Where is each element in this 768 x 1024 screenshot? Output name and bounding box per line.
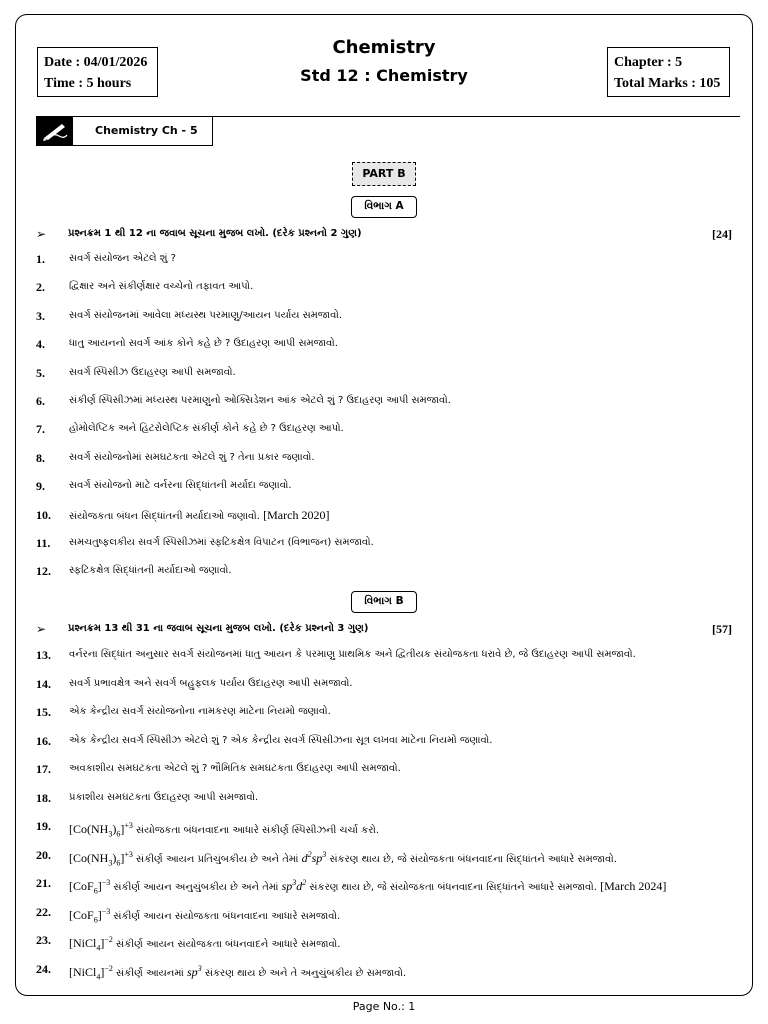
question-item <box>36 902 736 922</box>
question-number: 16. <box>36 733 51 748</box>
question-item <box>36 419 736 439</box>
question-text: $[Co(NH_3)_6]^{+3}$ સંકીર્ણ આયન પ્રતિચુંબકીય છે અને તેમાં $d^2sp^3$ સંકરણ થાય છે, જે સંયોજકતા બંધનવાદના સિદ્ધાંતને આધારે સમજાવો. <box>69 849 617 867</box>
question-text: $[CoF_6]^{-3}$ સંકીર્ણ આયન સંયોજકતા બંધનવાદના આધારે સમજાવો. <box>69 906 341 924</box>
chapter-tab <box>36 116 213 146</box>
hybridization-superscript: 3 <box>322 849 327 859</box>
chemical-formula: $[Co(NH_3)_6]^{+3}$ <box>69 821 133 839</box>
question-item <box>36 561 736 581</box>
formula-subscript: 6 <box>93 886 98 896</box>
question-text: સમચતુષ્ફલકીય સવર્ગ સ્પિસીઝમાં સ્ફટિકક્ષેત્ર વિપાટન (વિભાજન) સમજાવો. <box>69 537 374 548</box>
question-item <box>36 448 736 468</box>
chemical-formula: $[Co(NH_3)_6]^{+3}$ <box>69 849 133 867</box>
question-number: 7. <box>36 422 45 437</box>
question-number: 22. <box>36 904 51 919</box>
hybridization: $d^2sp^3$ <box>301 849 327 865</box>
question-item <box>36 674 736 694</box>
question-item <box>36 930 736 953</box>
question-item <box>36 702 736 722</box>
formula-subscript: 4 <box>96 971 101 981</box>
part-label: PART B <box>352 162 416 186</box>
chemical-formula: $[CoF_6]^{-3}$ <box>69 878 111 896</box>
question-item <box>36 788 736 808</box>
question-number: 24. <box>36 961 51 976</box>
chemical-formula: [NiCl$_4$]$^{-2}$ <box>69 963 113 981</box>
formula-subscript: 3 <box>108 829 113 839</box>
question-number: 2. <box>36 280 45 295</box>
hybridization: $sp^3$ <box>187 963 202 979</box>
question-item <box>36 505 736 525</box>
question-item <box>36 334 736 354</box>
exam-time: Time : 5 hours <box>44 76 132 91</box>
question-number: 17. <box>36 762 51 776</box>
question-number: 6. <box>36 394 45 408</box>
question-item <box>36 645 736 665</box>
question-number: 4. <box>36 337 45 352</box>
question-item <box>36 873 736 896</box>
total-marks: Total Marks : 105 <box>614 76 721 91</box>
exam-year-tag: [March 2024] <box>600 879 667 893</box>
question-text: $[Co(NH_3)_6]^{+3}$ સંયોજકતા બંધનવાદના આધારે સંકીર્ણ સ્પિસીઝની ચર્ચા કરો. <box>69 821 380 839</box>
question-item <box>36 306 736 326</box>
question-item <box>36 959 736 979</box>
exam-date: Date : 04/01/2026 <box>44 55 148 70</box>
formula-charge: −2 <box>104 935 113 944</box>
question-item <box>36 816 736 839</box>
page-number: Page No.: 1 <box>352 1000 416 1013</box>
formula-charge: +3 <box>124 849 133 859</box>
question-text: એક કેન્દ્રીય સવર્ગ સંયોજનોના નામકરણ માટેના નિયમો જણાવો. <box>69 706 331 717</box>
chapter-marks-box <box>607 47 730 97</box>
question-text: સવર્ગ પ્રભાવક્ષેત્ર અને સવર્ગ બહુફલક પર્યાય ઉદાહરણ આપી સમજાવો. <box>69 677 353 689</box>
question-text: પ્રકાશીય સમઘટકતા ઉદાહરણ આપી સમજાવો. <box>69 791 259 803</box>
section-marks: [24] <box>712 227 732 241</box>
hybridization: $sp^3d^2$ <box>281 878 307 893</box>
question-number: 5. <box>36 365 45 380</box>
question-item <box>36 533 736 553</box>
question-item <box>36 363 736 383</box>
formula-charge: −3 <box>101 878 111 887</box>
question-item <box>36 391 736 411</box>
formula-charge: −2 <box>104 963 113 973</box>
question-number: 12. <box>36 564 51 579</box>
question-number: 1. <box>36 252 45 266</box>
chapter-number: Chapter : 5 <box>614 55 683 70</box>
chemical-formula: [NiCl$_4$]$^{-2}$ <box>69 935 113 953</box>
formula-subscript: 6 <box>93 914 98 924</box>
date-time-box <box>37 47 158 97</box>
question-text: સંકીર્ણ સ્પિસીઝમાં મધ્યસ્થ પરમાણુનો ઓક્સિડેશન આંક એટલે શું ? ઉદાહરણ આપી સમજાવો. <box>69 395 451 406</box>
question-number: 15. <box>36 705 51 719</box>
question-text: સવર્ગ સંયોજનમાં આવેલા મધ્યસ્થ પરમાણુ/આયન પર્યાય સમજાવો. <box>69 309 343 321</box>
question-text: વર્નરના સિદ્ધાંત અનુસાર સવર્ગ સંયોજનમાં ધાતુ આયન કે પરમાણુ પ્રાથમિક અને દ્વિતીયક સંયોજકતા ધરાવે છે, જે ઉદાહરણ આપી સમજાવો. <box>69 649 636 660</box>
hybridization-superscript: 2 <box>302 878 307 887</box>
question-text: અવકાશીય સમઘટકતા એટલે શું ? ભૌમિતિક સમઘટકતા ઉદાહરણ આપી સમજાવો. <box>69 763 401 774</box>
question-number: 3. <box>36 308 45 323</box>
pen-writing-icon <box>37 117 73 145</box>
section-marks: [57] <box>712 622 732 636</box>
arrow-bullet-icon: ➢ <box>36 227 47 241</box>
question-number: 8. <box>36 450 45 465</box>
question-text: સ્ફટિકક્ષેત્ર સિદ્ધાંતની મર્યાદાઓ જણાવો. <box>69 565 232 577</box>
question-text: સવર્ગ સંયોજન એટલે શું ? <box>69 253 176 264</box>
question-text: એક કેન્દ્રીય સવર્ગ સ્પિસીઝ એટલે શું ? એક કેન્દ્રીય સવર્ગ સ્પિસીઝના સૂત્ર લખવા માટેના નિયમો જણાવો. <box>69 734 493 746</box>
question-item <box>36 249 736 269</box>
question-text: [NiCl$_4$]$^{-2}$ સંકીર્ણ આયનમાં $sp^3$ સંકરણ થાય છે અને તે અનુચુંબકીય છે સમજાવો. <box>69 963 407 981</box>
question-number: 10. <box>36 507 51 522</box>
question-number: 21. <box>36 876 51 890</box>
question-item <box>36 277 736 297</box>
question-number: 19. <box>36 819 51 833</box>
question-text: સવર્ગ સંયોજનોમાં સમઘટકતા એટલે શું ? તેના પ્રકાર જણાવો. <box>69 451 315 463</box>
hybridization-superscript: 3 <box>292 878 297 887</box>
question-text: ધાતુ આયનનો સવર્ગ આંક કોને કહે છે ? ઉદાહરણ આપી સમજાવો. <box>69 338 338 350</box>
question-item <box>36 845 736 865</box>
question-number: 18. <box>36 790 51 805</box>
question-text: $[CoF_6]^{-3}$ સંકીર્ણ આયન અનુચુંબકીય છે અને તેમાં $sp^3d^2$ સંકરણ થાય છે, જે સંયોજકતા બંધનવાદના સિદ્ધાંતને આધારે સમજાવો. [March 2024] <box>69 878 667 896</box>
question-number: 9. <box>36 479 45 494</box>
formula-subscript: 6 <box>116 829 121 839</box>
formula-subscript: 4 <box>96 943 101 953</box>
paper-subtitle: Std 12 : Chemistry <box>300 66 468 85</box>
formula-charge: +3 <box>124 821 133 830</box>
section-b-instruction <box>36 621 732 637</box>
formula-subscript: 6 <box>116 857 121 867</box>
question-item <box>36 476 736 496</box>
chapter-tab-label: Chemistry Ch - 5 <box>95 124 198 137</box>
hybridization-superscript: 2 <box>307 849 312 859</box>
section-a-instruction <box>36 226 732 242</box>
question-item <box>36 731 736 751</box>
section-b-label: વિભાગ B <box>351 591 417 613</box>
question-number: 14. <box>36 676 51 691</box>
question-text: સવર્ગ સ્પિસીઝ ઉદાહરણ આપી સમજાવો. <box>69 366 236 378</box>
chemical-formula: $[CoF_6]^{-3}$ <box>69 906 111 924</box>
question-number: 20. <box>36 847 51 862</box>
arrow-bullet-icon: ➢ <box>36 622 47 636</box>
exam-year-tag: [March 2020] <box>263 507 330 522</box>
question-text: [NiCl$_4$]$^{-2}$ સંકીર્ણ આયન સંયોજકતા બંધનવાદને આધારે સમજાવો. <box>69 935 341 953</box>
question-text: હોમોલેપ્ટિક અને હિટરોલેપ્ટિક સંકીર્ણ કોને કહે છે ? ઉદાહરણ આપો. <box>69 423 344 435</box>
question-text: સવર્ગ સંયોજનો માટે વર્નરના સિદ્ધાંતની મર્યાદા જણાવો. <box>69 480 292 492</box>
question-item <box>36 759 736 779</box>
instruction-text: પ્રશ્નક્રમ 1 થી 12 ના જવાબ સૂચના મુજબ લખો. (દરેક પ્રશ્નનો 2 ગુણ) <box>68 228 362 239</box>
formula-charge: −3 <box>101 906 111 916</box>
question-number: 23. <box>36 933 51 947</box>
instruction-text: પ્રશ્નક્રમ 13 થી 31 ના જવાબ સૂચના મુજબ લખો. (દરેક પ્રશ્નનો 3 ગુણ) <box>68 623 369 634</box>
hybridization-superscript: 3 <box>197 963 202 973</box>
question-number: 13. <box>36 648 51 662</box>
question-text: દ્વિક્ષાર અને સંકીર્ણક્ષાર વચ્ચેનો તફાવત આપો. <box>69 281 254 293</box>
question-number: 11. <box>36 536 51 550</box>
question-text: સંયોજકતા બંધન સિદ્ધાંતની મર્યાદાઓ જણાવો. [March 2020] <box>69 507 330 522</box>
section-a-label: વિભાગ A <box>351 196 417 218</box>
paper-title: Chemistry <box>332 37 436 58</box>
formula-subscript: 3 <box>108 857 113 867</box>
